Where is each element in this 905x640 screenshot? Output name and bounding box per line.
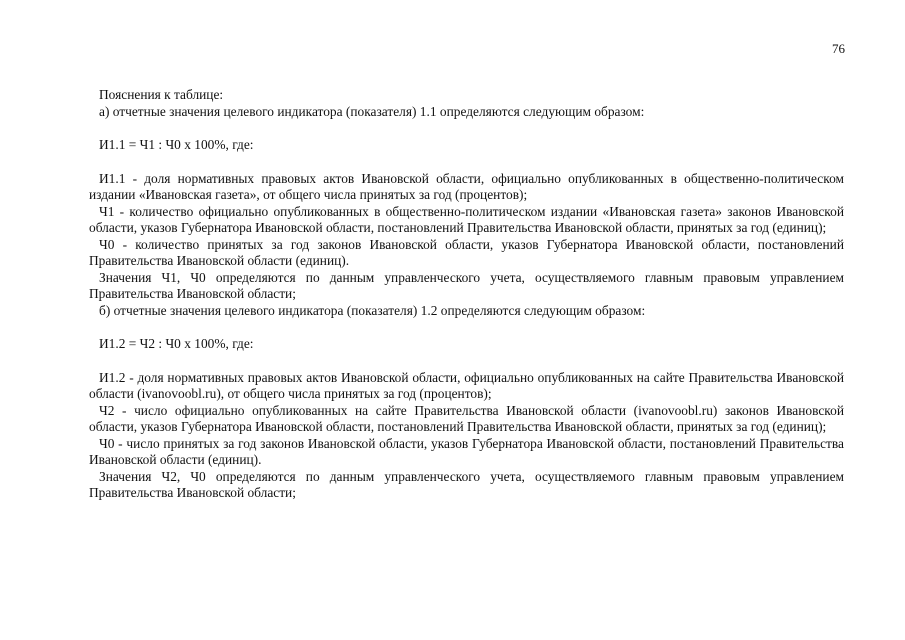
definition-ch1: Ч1 - количество официально опубликованных в общественно-политическом издании «Ивановская газета» законов Ивановской области, указов Губернатора Ивановской области, постановлений Правительства Ивановской области, принятых за год (единиц);: [89, 203, 844, 235]
formula-i12: И1.2 = Ч2 : Ч0 х 100%, где:: [99, 336, 254, 351]
definition-ch0-b: Ч0 - число принятых за год законов Ивановской области, указов Губернатора Ивановской области, постановлений Правительства Ивановской области (единиц).: [89, 435, 844, 467]
explanations-heading: Пояснения к таблице:: [99, 87, 224, 102]
values-note-a: Значения Ч1, Ч0 определяются по данным управленческого учета, осуществляемого главным правовым управлением Правительства Ивановской области;: [89, 269, 844, 301]
definition-i12: И1.2 - доля нормативных правовых актов Ивановской области, официально опубликованных на сайте Правительства Ивановской области (ivanovoobl.ru), от общего числа принятых за год (процентов);: [89, 369, 844, 401]
definition-ch2: Ч2 - число официально опубликованных на сайте Правительства Ивановской области (ivanovoobl.ru) законов Ивановской области, указов Губернатора Ивановской области, постановлений Правительства Ивановской области, принятых за год (единиц);: [89, 402, 844, 434]
definition-ch0-a: Ч0 - количество принятых за год законов Ивановской области, указов Губернатора Ивановской области, постановлений Правительства Ивановской области (единиц).: [89, 236, 844, 268]
page-number: 76: [832, 41, 845, 56]
definition-i11: И1.1 - доля нормативных правовых актов Ивановской области, официально опубликованных в общественно-политическом издании «Ивановская газета», от общего числа принятых за год (процентов);: [89, 170, 844, 202]
values-note-b: Значения Ч2, Ч0 определяются по данным управленческого учета, осуществляемого главным правовым управлением Правительства Ивановской области;: [89, 468, 844, 500]
item-a-intro: а) отчетные значения целевого индикатора (показателя) 1.1 определяются следующим образом:: [99, 103, 645, 119]
formula-i11: И1.1 = Ч1 : Ч0 х 100%, где:: [99, 137, 254, 152]
document-body: [89, 87, 844, 502]
item-b-intro: б) отчетные значения целевого индикатора (показателя) 1.2 определяются следующим образом:: [99, 302, 646, 318]
